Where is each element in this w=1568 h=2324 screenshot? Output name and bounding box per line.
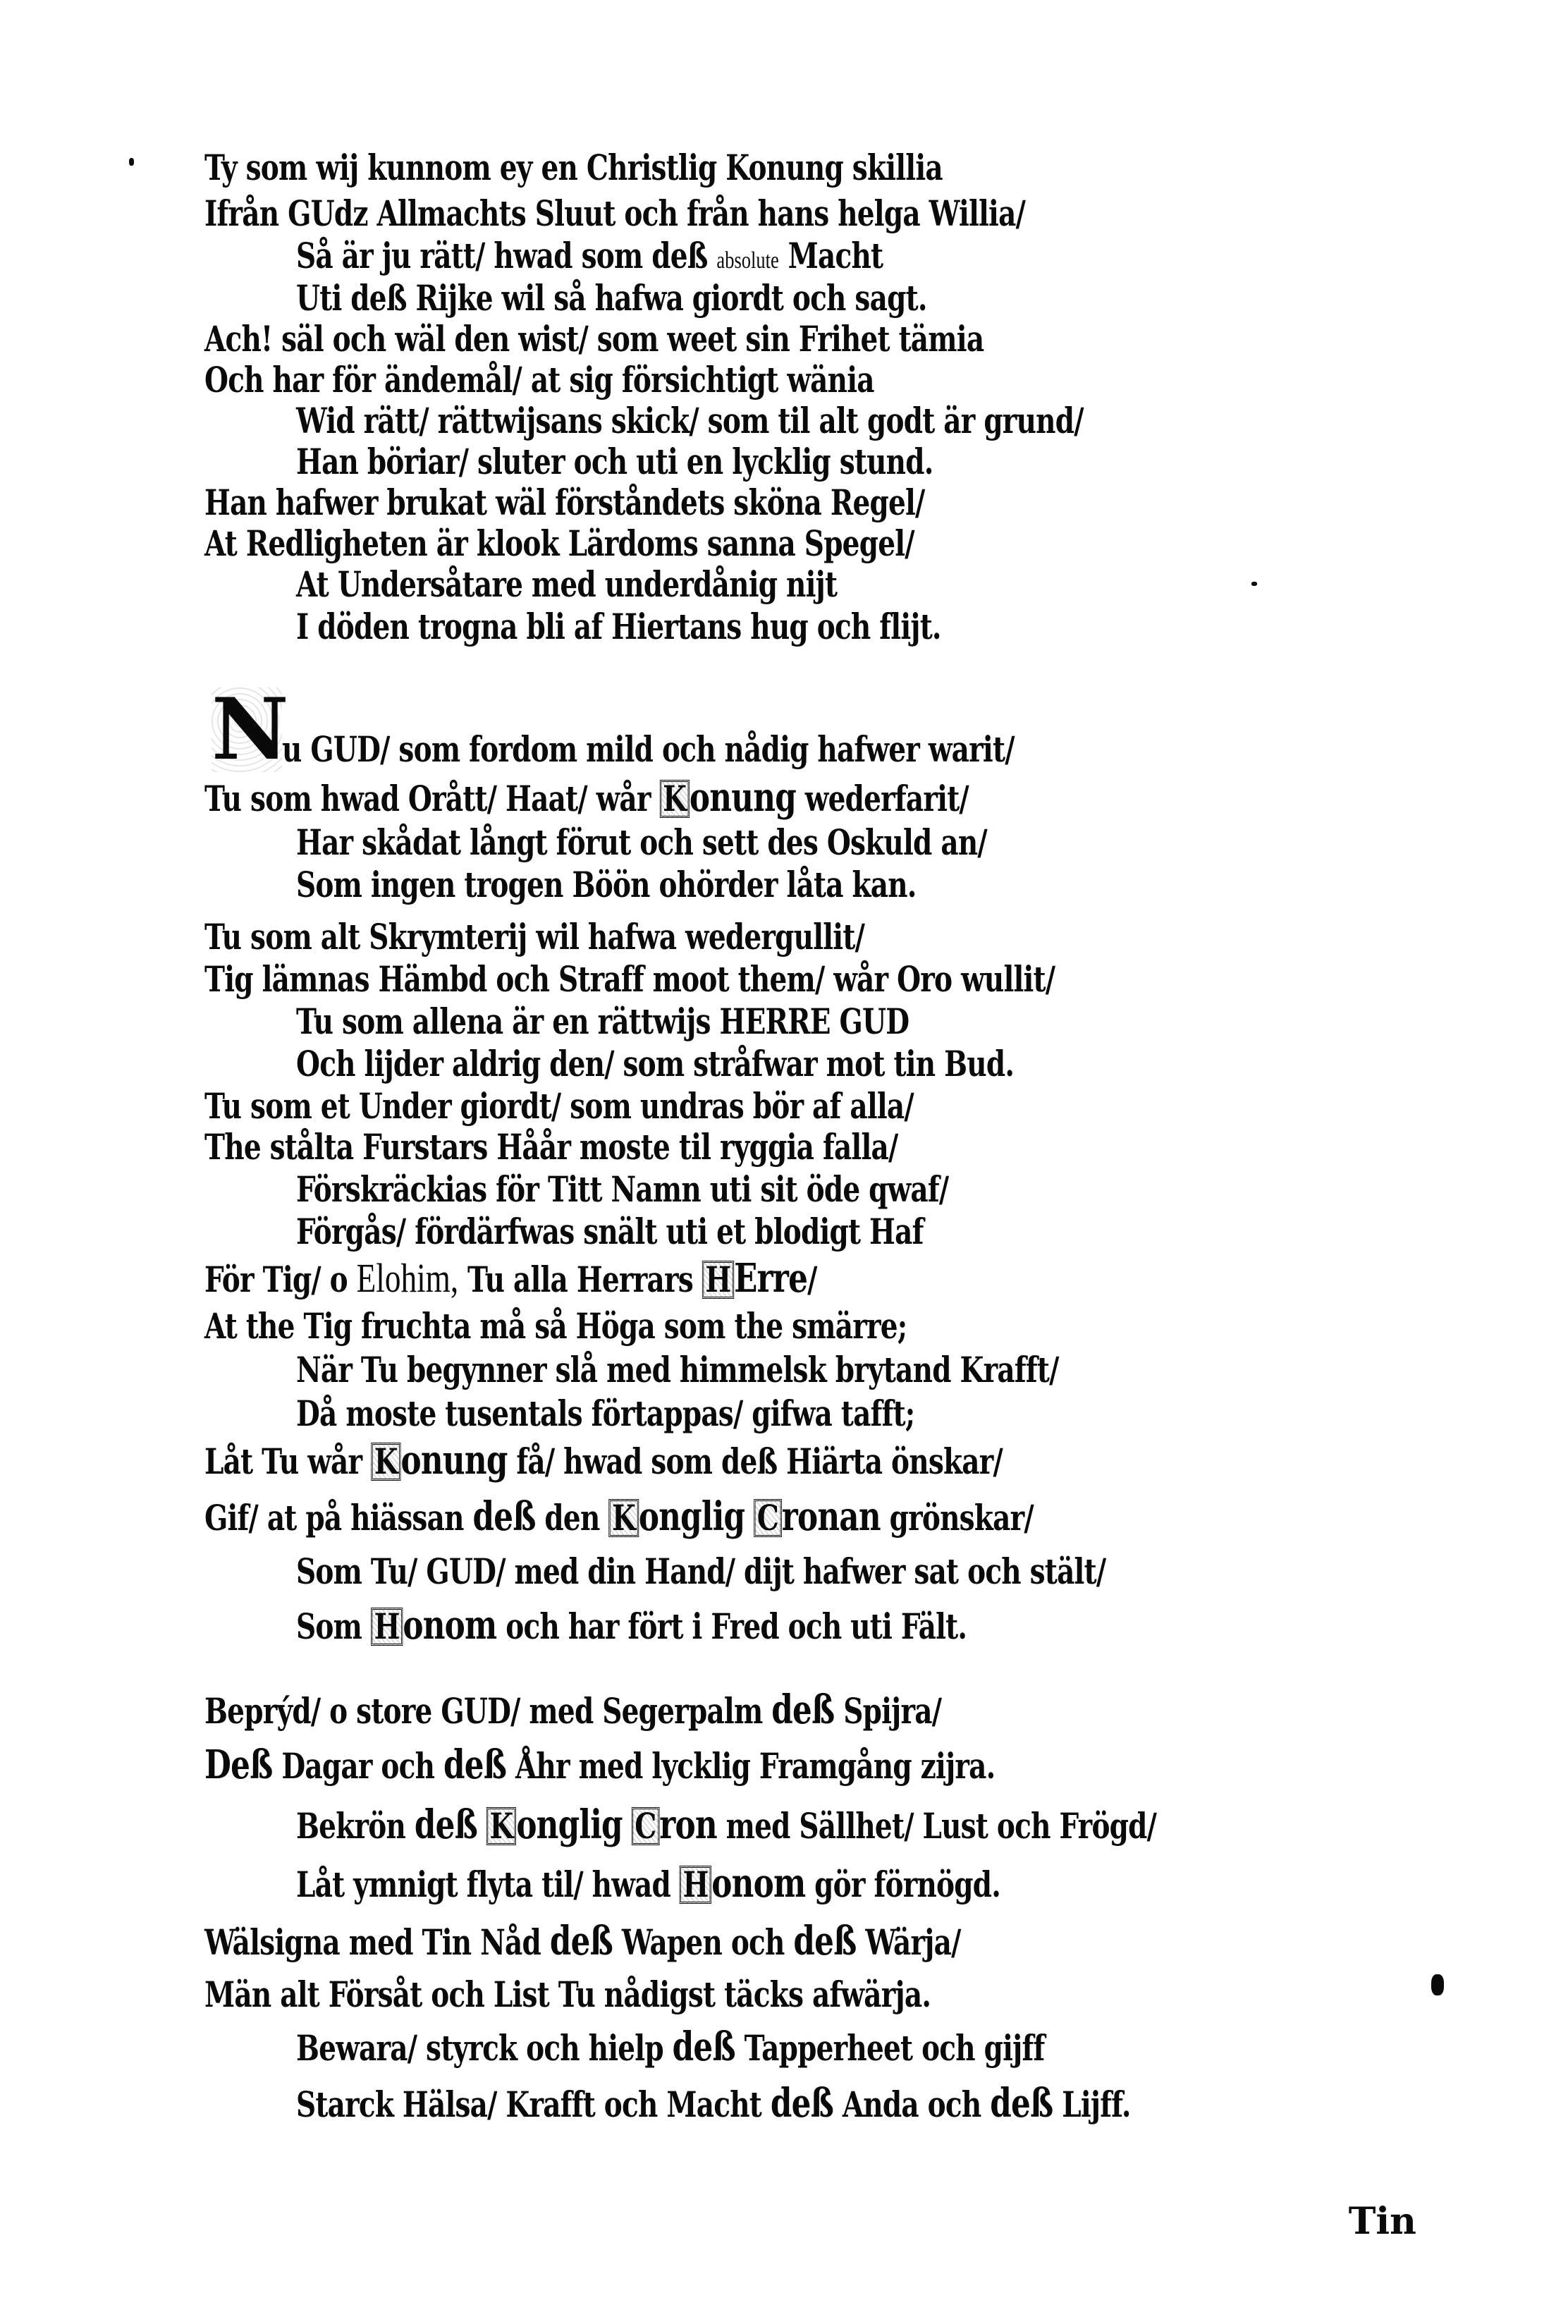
decorated-initial-letter: N — [212, 680, 289, 779]
fraktur-text: Starck Hälsa/ Krafft och Macht — [296, 2084, 771, 2125]
ornate-capital: C — [632, 1807, 660, 1845]
fraktur-text: Tu som hwad Orått/ Haat/ wår — [204, 778, 660, 819]
poem-line: Uti deß Rijke wil så hafwa giordt och sagt. — [296, 277, 927, 319]
emphasized-word: deß — [443, 1742, 507, 1788]
poem-line — [296, 2080, 1131, 2128]
antiqua-word: Elohim, — [356, 1255, 459, 1301]
poem-line — [296, 1802, 1156, 1849]
poem-line — [204, 1742, 995, 1790]
emphasized-word: onglig — [516, 1802, 623, 1848]
ornate-capital: H — [702, 1261, 734, 1299]
fraktur-text: Tu alla Herrars — [458, 1259, 702, 1300]
emphasized-word: deß — [414, 1802, 478, 1848]
poem-line — [204, 1493, 1034, 1541]
poem-line: Och har för ändemål/ at sig försichtigt wänia — [204, 359, 874, 400]
fraktur-text: wederfarit/ — [795, 778, 969, 819]
fraktur-text: / — [807, 1259, 817, 1300]
fraktur-text: Gif/ at på hiässan — [204, 1497, 473, 1539]
emphasized-word: deß — [770, 2080, 834, 2127]
emphasized-word: deß — [472, 1493, 536, 1540]
poem-line: Har skådat långt förut och sett des Oskuld an/ — [296, 821, 987, 863]
poem-line: Han böriar/ sluter och uti en lycklig stund. — [296, 441, 933, 482]
fraktur-text: med Sällhet/ Lust och Frögd/ — [716, 1805, 1157, 1847]
poem-line: Ifrån GUdz Allmachts Sluut och från hans helga Willia/ — [204, 192, 1026, 234]
antiqua-word: absolute — [716, 247, 779, 274]
poem-line: Tu som allena är en rättwijs HERRE GUD — [296, 1001, 909, 1042]
fraktur-text: Som — [296, 1606, 371, 1647]
poem-line: Män alt Försåt och List Tu nådigst täcks afwärja. — [204, 1974, 931, 2015]
poem-line: Som Tu/ GUD/ med din Hand/ dijt hafwer sat och stält/ — [296, 1551, 1106, 1592]
emphasized-word: onglig — [638, 1493, 745, 1540]
emphasized-word: deß — [771, 1687, 835, 1733]
emphasized-word: onom — [403, 1602, 497, 1649]
poem-line: Tig lämnas Hämbd och Straff moot them/ wår Oro wullit/ — [204, 958, 1055, 1000]
ornate-capital: H — [371, 1608, 403, 1646]
poem-line: u GUD/ som fordom mild och nådig hafwer warit/ — [282, 728, 1015, 770]
poem-line: The stålta Furstars Håår moste til ryggia falla/ — [204, 1126, 898, 1168]
fraktur-text: och har fört i Fred och uti Fält. — [496, 1606, 967, 1647]
fraktur-text: Låt Tu wår — [204, 1441, 372, 1482]
poem-line — [204, 774, 969, 822]
emphasized-word: ron — [659, 1802, 717, 1848]
emphasized-word: onung — [400, 1437, 508, 1484]
emphasized-word: deß — [549, 1918, 613, 1964]
emphasized-word: deß — [793, 1918, 857, 1964]
fraktur-text: För Tig/ o — [204, 1259, 357, 1300]
ornate-capital: K — [371, 1443, 400, 1481]
ornate-capital: K — [659, 780, 689, 818]
poem-line: När Tu begynner slå med himmelsk brytand Krafft/ — [296, 1349, 1059, 1390]
fraktur-text: få/ hwad som deß Hiärta önskar/ — [507, 1441, 1003, 1482]
poem-line — [204, 1918, 961, 1966]
poem-line: At the Tig fruchta må så Höga som the smärre; — [204, 1305, 907, 1347]
fraktur-text — [745, 1497, 754, 1539]
poem-line: Ach! säl och wäl den wist/ som weet sin Frihet tämia — [204, 318, 984, 360]
ornate-capital: H — [680, 1866, 711, 1904]
poem-line: Wid rätt/ rättwijsans skick/ som til alt godt är grund/ — [296, 400, 1084, 441]
fraktur-text: grönskar/ — [880, 1497, 1034, 1539]
fraktur-text: Macht — [778, 235, 883, 276]
fraktur-text: Anda och — [833, 2084, 991, 2125]
poem-line: Förgås/ fördärfwas snält uti et blodigt Haf — [296, 1211, 924, 1252]
emphasized-word: onom — [711, 1860, 806, 1907]
poem-line: At Redligheten är klook Lärdoms sanna Spegel/ — [204, 522, 914, 564]
poem-line: At Undersåtare med underdånig nijt — [296, 563, 838, 605]
poem-line: Ty som wij kunnom ey en Christlig Konung skillia — [204, 147, 943, 188]
ornate-capital: K — [608, 1499, 638, 1537]
fraktur-text — [623, 1805, 632, 1847]
emphasized-word: deß — [990, 2080, 1053, 2127]
fraktur-text: Tapperheet och gijff — [735, 2027, 1045, 2069]
ink-speck-mark — [1251, 582, 1257, 586]
fraktur-text: Bewara/ styrck och hielp — [296, 2027, 673, 2069]
fraktur-text: Åhr med lycklig Framgång zijra. — [506, 1745, 996, 1787]
poem-line — [204, 1687, 941, 1735]
poem-line — [296, 2024, 1044, 2072]
fraktur-text: Wärja/ — [856, 1921, 961, 1963]
poem-line: Han hafwer brukat wäl förståndets sköna Regel/ — [204, 482, 925, 523]
fraktur-text: Bekrön — [296, 1805, 415, 1847]
fraktur-text: Låt ymnigt flyta til/ hwad — [296, 1864, 680, 1905]
ink-blot-mark — [1431, 1974, 1444, 1995]
emphasized-word: Erre — [734, 1255, 808, 1302]
emphasized-word: onung — [689, 774, 796, 821]
emphasized-word: ronan — [781, 1493, 881, 1540]
fraktur-text: Beprýd/ o store GUD/ med Segerpalm — [204, 1690, 772, 1732]
catchword: Tin — [1348, 2200, 1416, 2243]
poem-line: Som ingen trogen Böön ohörder låta kan. — [296, 864, 917, 905]
poem-line — [204, 1437, 1003, 1485]
emphasized-word: Deß — [204, 1742, 273, 1788]
ornate-capital: C — [754, 1499, 782, 1537]
emphasized-word: deß — [672, 2024, 735, 2070]
fraktur-text — [477, 1805, 486, 1847]
poem-line: Och lijder aldrig den/ som stråfwar mot tin Bud. — [296, 1043, 1015, 1084]
fraktur-text: Så är ju rätt/ hwad som deß — [296, 235, 717, 276]
fraktur-text: Wälsigna med Tin Nåd — [204, 1921, 550, 1963]
poem-line — [204, 1255, 817, 1303]
fraktur-text: Wapen och — [613, 1921, 794, 1963]
poem-line — [296, 1602, 967, 1650]
ornate-capital: K — [486, 1807, 516, 1845]
poem-line: Tu som et Under giordt/ som undras bör af alla/ — [204, 1085, 914, 1127]
fraktur-text: gör förnögd. — [805, 1864, 1001, 1905]
poem-line: I döden trogna bli af Hiertans hug och flijt. — [296, 606, 941, 647]
ink-speck-mark — [129, 158, 134, 166]
poem-line: Då moste tusentals förtappas/ gifwa tafft; — [296, 1393, 915, 1434]
poem-line — [296, 1860, 1000, 1908]
fraktur-text: Spijra/ — [834, 1690, 942, 1732]
fraktur-text: Lijff. — [1053, 2084, 1131, 2125]
poem-line: Förskräckias för Titt Namn uti sit öde qwaf/ — [296, 1168, 949, 1210]
fraktur-text: Dagar och — [272, 1745, 443, 1787]
poem-line: Tu som alt Skrymterij wil hafwa wedergullit/ — [204, 916, 865, 958]
fraktur-text: den — [535, 1497, 609, 1539]
